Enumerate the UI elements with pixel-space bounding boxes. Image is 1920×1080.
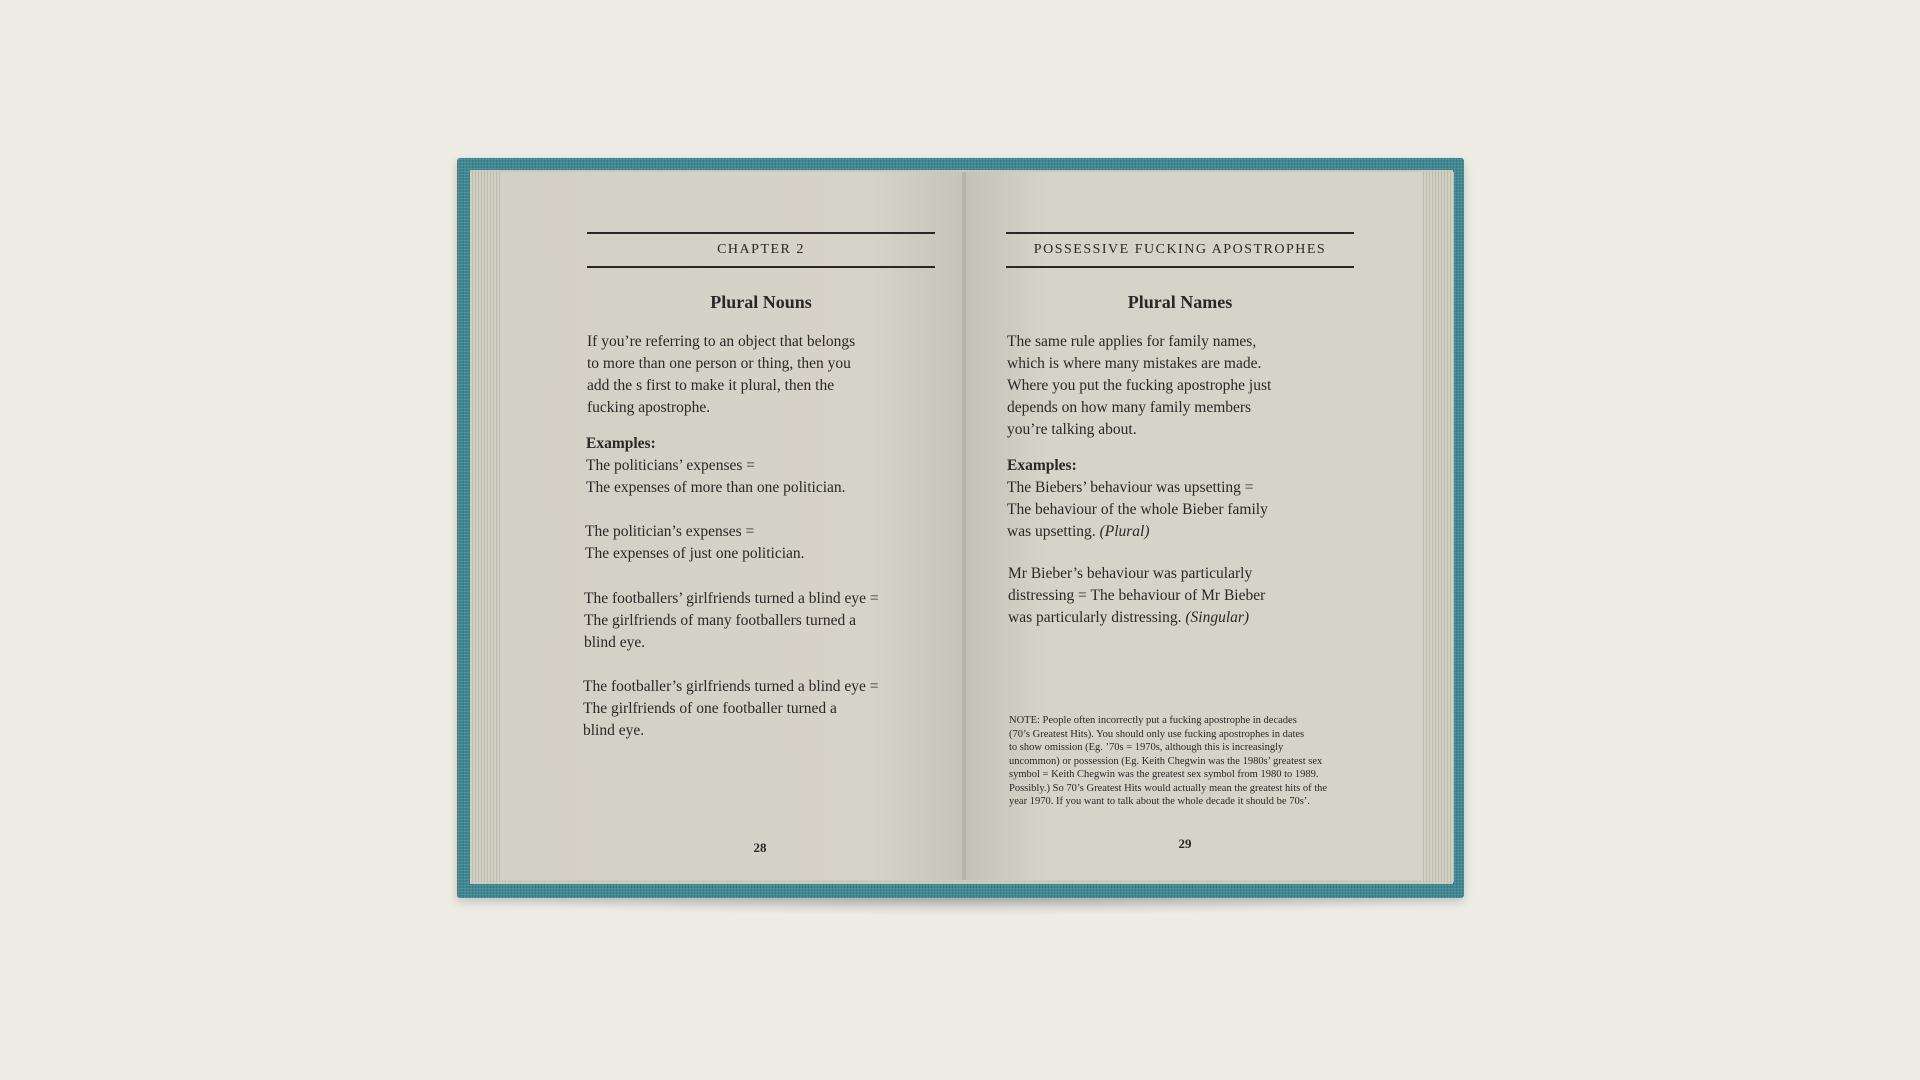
footnote-line: year 1970. If you want to talk about the whole decade it should be 70s’. xyxy=(1009,796,1310,807)
left-example-2 xyxy=(585,521,805,565)
text-line: If you’re referring to an object that belongs xyxy=(587,333,856,350)
text-line: The girlfriends of many footballers turned a xyxy=(584,612,857,629)
footnote-line: NOTE: People often incorrectly put a fucking apostrophe in decades xyxy=(1009,715,1297,726)
left-example-3 xyxy=(584,588,879,654)
text-line: The same rule applies for family names, xyxy=(1007,333,1257,350)
footnote-line: (70’s Greatest Hits). You should only use fucking apostrophes in dates xyxy=(1009,728,1305,740)
text-line: fucking apostrophe. xyxy=(587,399,711,416)
left-intro-paragraph xyxy=(587,331,855,419)
left-example-4 xyxy=(583,676,879,742)
text-line: The footballer’s girlfriends turned a blind eye = xyxy=(583,678,879,695)
text-line: The behaviour of the whole Bieber family xyxy=(1007,501,1268,518)
text-line: The expenses of just one politician. xyxy=(585,545,805,562)
text-line: The Biebers’ behaviour was upsetting = xyxy=(1007,479,1254,496)
text-line: to more than one person or thing, then you xyxy=(587,355,851,372)
text-line: was upsetting. xyxy=(1007,523,1100,540)
footnote-line: symbol = Keith Chegwin was the greatest sex symbol from 1980 to 1989. xyxy=(1009,769,1319,780)
text-line: blind eye. xyxy=(583,722,645,739)
text-line: distressing = The behaviour of Mr Bieber xyxy=(1008,587,1266,604)
text-line: depends on how many family members xyxy=(1007,399,1252,416)
text-line: blind eye. xyxy=(584,634,646,651)
footnote-line: to show omission (Eg. ’70s = 1970s, although this is increasingly xyxy=(1009,742,1284,753)
left-page-heading: Plural Nouns xyxy=(710,292,812,312)
page-edges-right xyxy=(1418,172,1454,882)
singular-tag: (Singular) xyxy=(1185,609,1250,626)
right-examples xyxy=(1007,455,1268,543)
plural-tag: (Plural) xyxy=(1099,523,1150,540)
right-running-head: POSSESSIVE FUCKING APOSTROPHES xyxy=(1006,232,1354,268)
text-line: add the s first to make it plural, then the xyxy=(587,377,835,394)
left-page-number: 28 xyxy=(753,840,767,855)
left-running-head: CHAPTER 2 xyxy=(587,232,935,268)
text-line: Mr Bieber’s behaviour was particularly xyxy=(1008,565,1253,582)
right-page-number: 29 xyxy=(1178,836,1192,851)
footnote-line: Possibly.) So 70’s Greatest Hits would actually mean the greatest hits of the xyxy=(1009,782,1328,794)
right-example-2 xyxy=(1008,563,1265,629)
text-line-with-tag xyxy=(1008,607,1265,629)
footnote xyxy=(1009,714,1327,809)
text-line: Where you put the fucking apostrophe just xyxy=(1007,377,1272,394)
text-line: The expenses of more than one politician. xyxy=(586,479,846,496)
text-line: The politicians’ expenses = xyxy=(586,457,756,474)
text-line: The footballers’ girlfriends turned a blind eye = xyxy=(584,590,879,607)
text-line: you’re talking about. xyxy=(1007,421,1137,438)
right-page-heading: Plural Names xyxy=(1127,292,1233,312)
text-line-with-tag xyxy=(1007,521,1268,543)
examples-label: Examples: xyxy=(1007,457,1077,474)
examples-label: Examples: xyxy=(586,435,656,452)
book-gutter xyxy=(962,172,966,880)
text-line: which is where many mistakes are made. xyxy=(1007,355,1262,372)
footnote-line: uncommon) or possession (Eg. Keith Chegwin was the 1980s’ greatest sex xyxy=(1009,755,1323,767)
text-line: The politician’s expenses = xyxy=(585,523,755,540)
left-examples xyxy=(586,433,846,499)
text-line: was particularly distressing. xyxy=(1008,609,1186,626)
text-line: The girlfriends of one footballer turned a xyxy=(583,700,837,717)
right-intro-paragraph xyxy=(1007,331,1271,441)
